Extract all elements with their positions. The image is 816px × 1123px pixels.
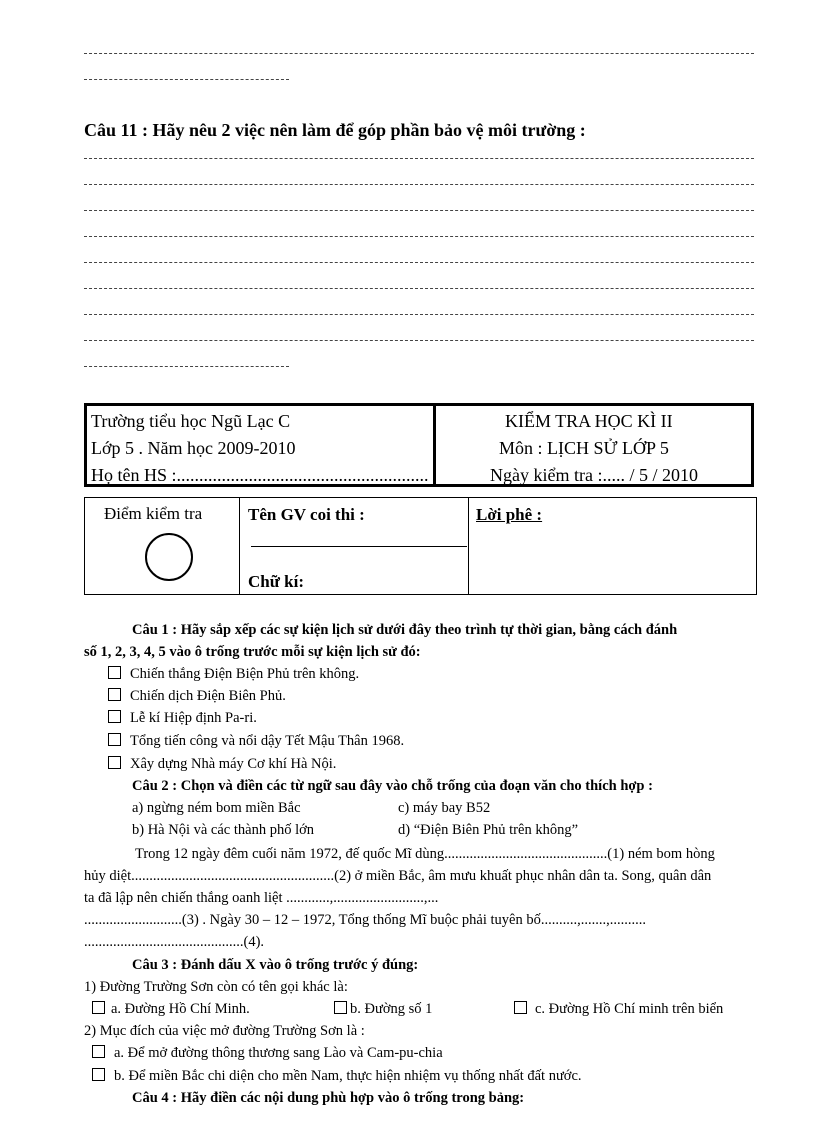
exam-header bbox=[84, 403, 754, 487]
answer-line bbox=[84, 53, 754, 54]
score-circle bbox=[145, 533, 193, 581]
signature-label: Chữ kí: bbox=[248, 572, 305, 591]
q2-option-b: b) Hà Nội và các thành phố lớn bbox=[132, 822, 315, 838]
exam-subject: Môn : LỊCH SỬ LỚP 5 bbox=[499, 438, 669, 458]
q3-sub2-option: b. Để miền Bắc chi diện cho mền Nam, thực hiện nhiệm vụ thống nhất đất nước. bbox=[92, 1068, 582, 1085]
answer-checkbox[interactable] bbox=[108, 666, 121, 679]
q2-option-a: a) ngừng ném bom miền Bắc bbox=[132, 800, 301, 816]
q2-prompt: Câu 2 : Chọn và điền các từ ngữ sau đây vào chỗ trống của đoạn văn cho thích hợp : bbox=[132, 778, 653, 794]
q2-paragraph: ...........................(3) . Ngày 30 – 12 – 1972, Tổng thống Mĩ buộc phải tuyên bố..........,.......,.......... bbox=[84, 912, 646, 928]
answer-line bbox=[84, 236, 754, 237]
q1-item: Tổng tiến công và nổi dậy Tết Mậu Thân 1968. bbox=[108, 733, 404, 750]
answer-line bbox=[84, 340, 754, 341]
answer-line bbox=[84, 79, 289, 80]
q3-prompt: Câu 3 : Đánh dấu X vào ô trống trước ý đúng: bbox=[132, 957, 419, 973]
answer-checkbox[interactable] bbox=[108, 756, 121, 769]
q2-option-d: d) “Điện Biên Phủ trên không” bbox=[398, 822, 579, 838]
q1-item: Lễ kí Hiệp định Pa-ri. bbox=[108, 710, 257, 727]
answer-checkbox[interactable] bbox=[92, 1001, 105, 1014]
question-11: Câu 11 : Hãy nêu 2 việc nên làm để góp phần bảo vệ môi trường : bbox=[84, 120, 586, 140]
student-name-field: Họ tên HS :........................................................ bbox=[91, 465, 429, 485]
score-divider bbox=[239, 498, 240, 594]
q3-sub1-option: b. Đường số 1 bbox=[334, 1001, 432, 1018]
q2-paragraph: Trong 12 ngày đêm cuối năm 1972, đế quốc Mĩ dùng.............................................(1) ném bom hòng bbox=[135, 846, 715, 862]
q3-sub2-option: a. Để mở đường thông thương sang Lào và Cam-pu-chia bbox=[92, 1045, 443, 1062]
exam-title: KIỂM TRA HỌC KÌ II bbox=[505, 411, 673, 431]
q1-prompt-cont: số 1, 2, 3, 4, 5 vào ô trống trước mỗi sự kiện lịch sử đó: bbox=[84, 644, 421, 660]
q1-item: Chiến thắng Điện Biện Phủ trên không. bbox=[108, 666, 359, 683]
teacher-signature-line bbox=[251, 546, 467, 547]
answer-line bbox=[84, 262, 754, 263]
answer-checkbox[interactable] bbox=[92, 1068, 105, 1081]
score-divider bbox=[468, 498, 469, 594]
exam-date: Ngày kiểm tra :..... / 5 / 2010 bbox=[490, 465, 698, 485]
q1-item: Xây dựng Nhà máy Cơ khí Hà Nội. bbox=[108, 756, 336, 773]
answer-line bbox=[84, 366, 289, 367]
q3-sub1-option: a. Đường Hồ Chí Minh. bbox=[92, 1001, 250, 1018]
answer-checkbox[interactable] bbox=[108, 710, 121, 723]
q3-sub1: 1) Đường Trường Sơn còn có tên gọi khác là: bbox=[84, 979, 348, 995]
answer-line bbox=[84, 158, 754, 159]
answer-line bbox=[84, 184, 754, 185]
answer-line bbox=[84, 314, 754, 315]
answer-line bbox=[84, 210, 754, 211]
q2-option-c: c) máy bay B52 bbox=[398, 800, 491, 816]
q1-item: Chiến dịch Điện Biên Phủ. bbox=[108, 688, 286, 705]
q1-prompt: Câu 1 : Hãy sắp xếp các sự kiện lịch sử dưới đây theo trình tự thời gian, bằng cách đánh bbox=[132, 622, 678, 638]
q2-paragraph: ta đã lập nên chiến thắng oanh liệt ............,.........................,... bbox=[84, 890, 439, 906]
q2-paragraph: ............................................(4). bbox=[84, 934, 265, 950]
answer-checkbox[interactable] bbox=[108, 688, 121, 701]
answer-checkbox[interactable] bbox=[334, 1001, 347, 1014]
comment-label: Lời phê : bbox=[476, 505, 543, 524]
header-divider bbox=[433, 406, 436, 484]
answer-checkbox[interactable] bbox=[92, 1045, 105, 1058]
answer-checkbox[interactable] bbox=[514, 1001, 527, 1014]
class-year: Lớp 5 . Năm học 2009-2010 bbox=[91, 438, 296, 458]
q4-prompt: Câu 4 : Hãy điền các nội dung phù hợp vào ô trống trong bảng: bbox=[132, 1090, 525, 1106]
score-box bbox=[84, 497, 757, 595]
teacher-label: Tên GV coi thi : bbox=[248, 505, 365, 524]
q3-sub1-option: c. Đường Hồ Chí minh trên biển bbox=[514, 1001, 723, 1018]
school-name: Trường tiểu học Ngũ Lạc C bbox=[91, 411, 291, 431]
score-label: Điểm kiểm tra bbox=[104, 504, 203, 523]
q2-paragraph: hủy diệt........................................................(2) ở miền Bắc, âm mưu khuất phục nhân dân ta. Song, quân dân bbox=[84, 868, 712, 884]
answer-line bbox=[84, 288, 754, 289]
answer-checkbox[interactable] bbox=[108, 733, 121, 746]
q3-sub2: 2) Mục đích của việc mở đường Trường Sơn là : bbox=[84, 1023, 365, 1039]
